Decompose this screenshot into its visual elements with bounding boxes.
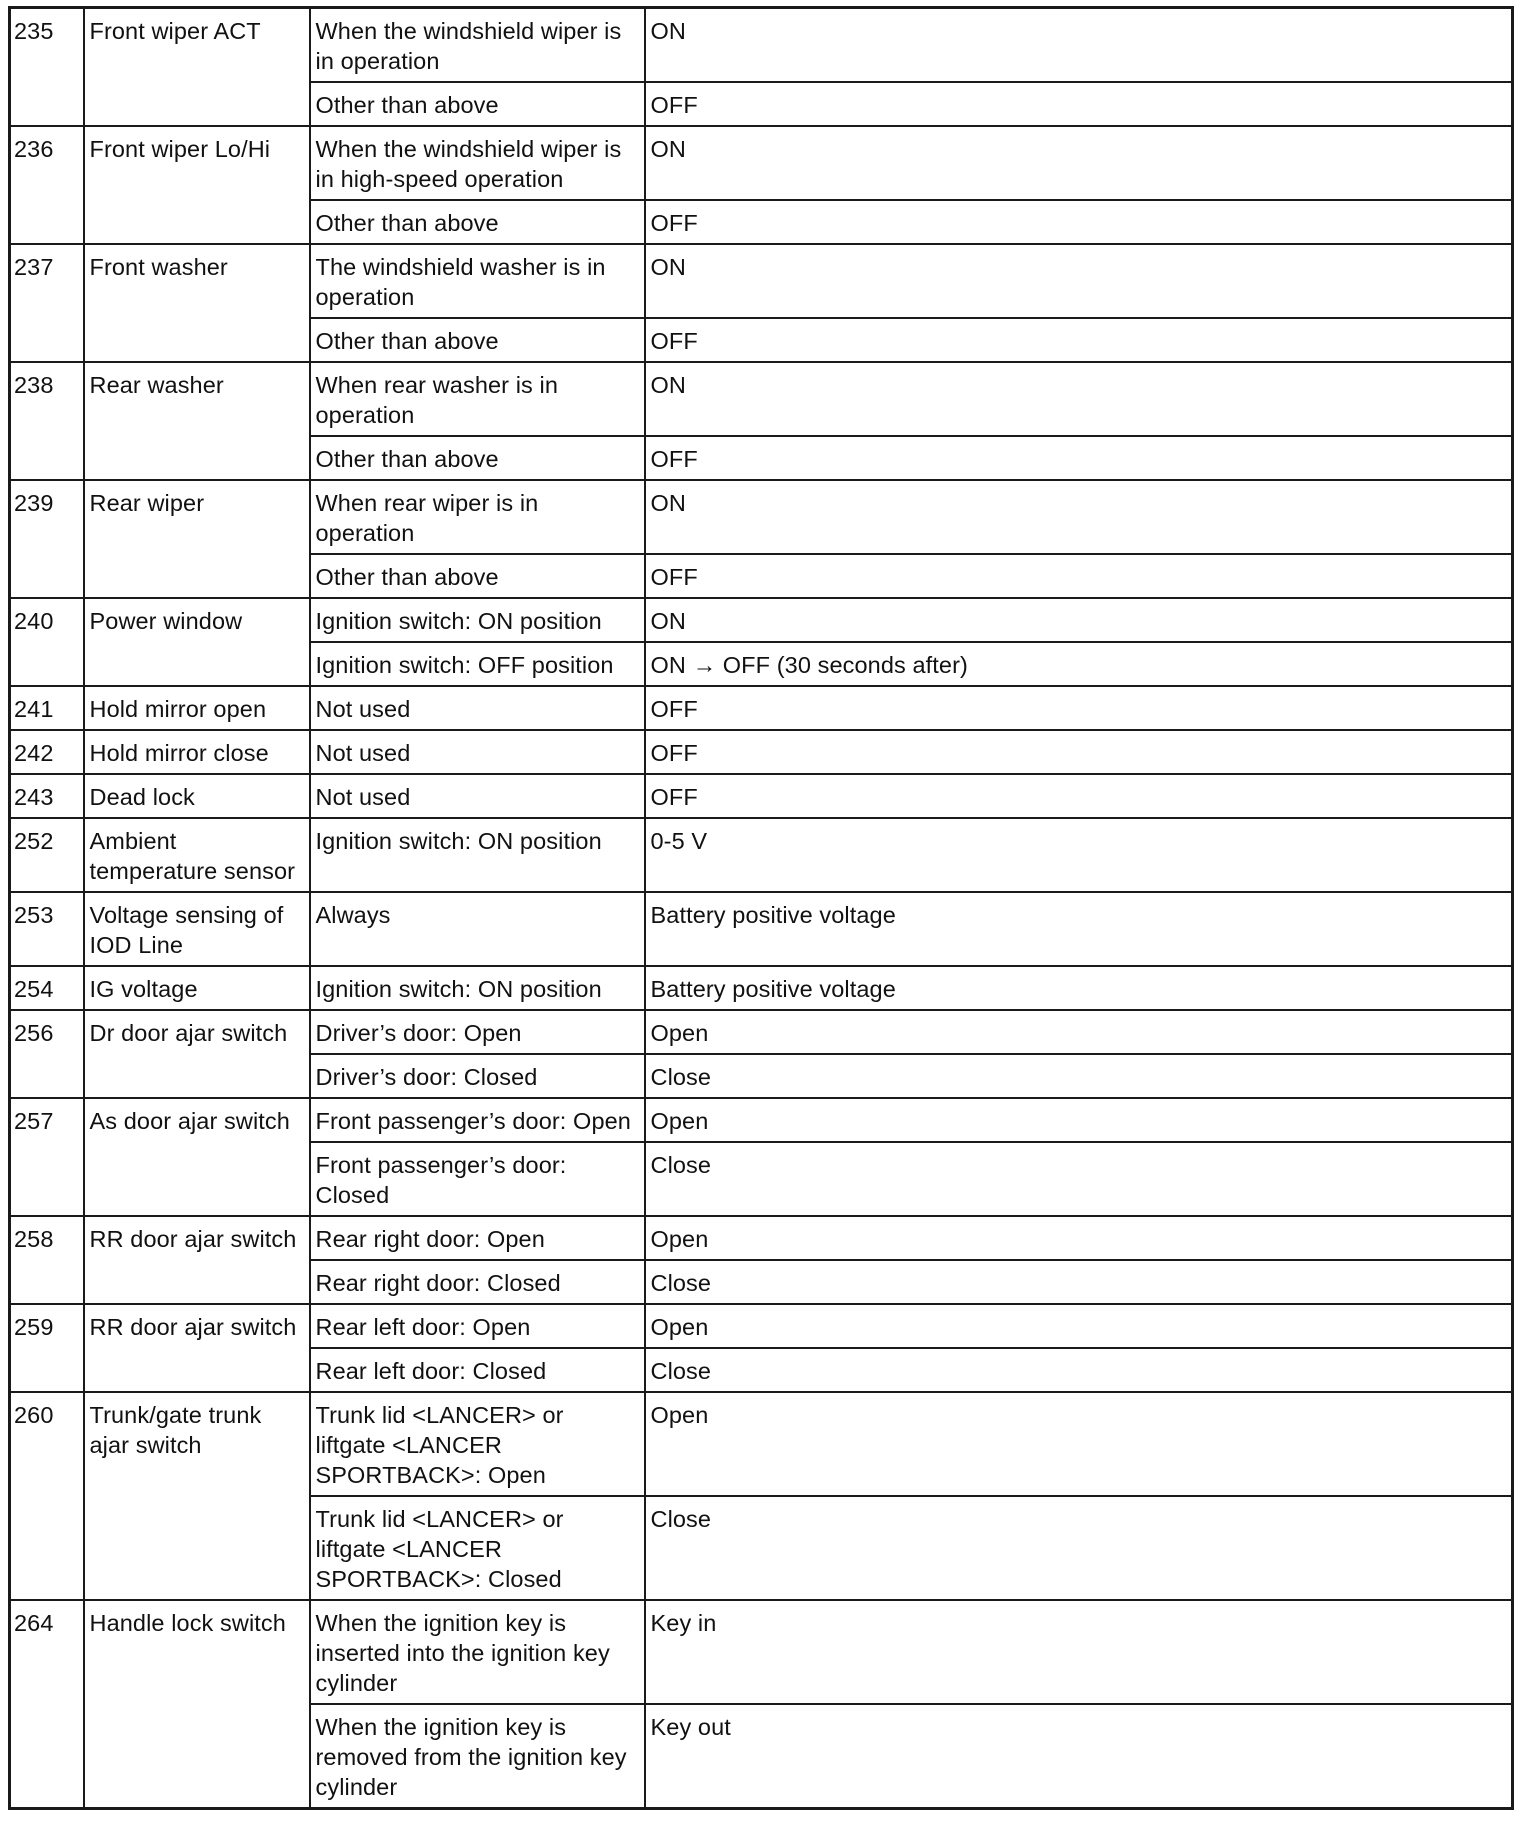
normal-condition-cell: Close: [645, 1496, 1513, 1600]
check-condition-cell: When the ignition key is inserted into the ignition key cylinder: [310, 1600, 645, 1704]
table-row: [10, 774, 1513, 818]
data-list-table: [8, 6, 1514, 1810]
normal-condition-cell: Key out: [645, 1704, 1513, 1809]
normal-condition-cell: Open: [645, 1304, 1513, 1348]
item-name-cell: Trunk/gate trunk ajar switch: [84, 1392, 310, 1600]
check-condition-cell: Driver’s door: Closed: [310, 1054, 645, 1098]
table-row: [10, 598, 1513, 642]
item-number-cell: 239: [10, 480, 84, 598]
item-name-cell: Front wiper ACT: [84, 8, 310, 127]
check-condition-cell: Not used: [310, 730, 645, 774]
check-condition-cell: When the windshield wiper is in operation: [310, 8, 645, 83]
table-row: [10, 818, 1513, 892]
check-condition-cell: When rear wiper is in operation: [310, 480, 645, 554]
item-name-cell: Front washer: [84, 244, 310, 362]
item-number-cell: 258: [10, 1216, 84, 1304]
item-number-cell: 253: [10, 892, 84, 966]
normal-condition-cell: ON: [645, 244, 1513, 318]
item-number-cell: 257: [10, 1098, 84, 1216]
item-number-cell: 260: [10, 1392, 84, 1600]
item-number-cell: 241: [10, 686, 84, 730]
check-condition-cell: When rear washer is in operation: [310, 362, 645, 436]
check-condition-cell: Always: [310, 892, 645, 966]
table-row: [10, 8, 1513, 83]
table-row: [10, 1010, 1513, 1054]
normal-condition-cell: Key in: [645, 1600, 1513, 1704]
normal-condition-cell: Battery positive voltage: [645, 966, 1513, 1010]
item-number-cell: 235: [10, 8, 84, 127]
item-name-cell: Rear washer: [84, 362, 310, 480]
item-name-cell: Handle lock switch: [84, 1600, 310, 1809]
item-number-cell: 238: [10, 362, 84, 480]
item-name-cell: As door ajar switch: [84, 1098, 310, 1216]
normal-condition-cell: OFF: [645, 436, 1513, 480]
item-name-cell: Dead lock: [84, 774, 310, 818]
check-condition-cell: Other than above: [310, 82, 645, 126]
check-condition-cell: Rear left door: Closed: [310, 1348, 645, 1392]
item-name-cell: Voltage sensing of IOD Line: [84, 892, 310, 966]
normal-condition-cell: Open: [645, 1216, 1513, 1260]
normal-condition-cell: OFF: [645, 200, 1513, 244]
item-number-cell: 243: [10, 774, 84, 818]
table-row: [10, 126, 1513, 200]
normal-condition-cell: OFF: [645, 554, 1513, 598]
check-condition-cell: Rear right door: Open: [310, 1216, 645, 1260]
check-condition-cell: Rear right door: Closed: [310, 1260, 645, 1304]
check-condition-cell: Not used: [310, 774, 645, 818]
normal-condition-cell: OFF: [645, 730, 1513, 774]
item-number-cell: 254: [10, 966, 84, 1010]
check-condition-cell: Other than above: [310, 436, 645, 480]
normal-condition-cell: ON: [645, 126, 1513, 200]
normal-condition-cell: OFF: [645, 318, 1513, 362]
check-condition-cell: Other than above: [310, 318, 645, 362]
normal-condition-cell: Open: [645, 1010, 1513, 1054]
normal-condition-cell: ON: [645, 480, 1513, 554]
check-condition-cell: When the windshield wiper is in high-speed operation: [310, 126, 645, 200]
item-number-cell: 256: [10, 1010, 84, 1098]
table-row: [10, 362, 1513, 436]
item-number-cell: 259: [10, 1304, 84, 1392]
item-number-cell: 264: [10, 1600, 84, 1809]
normal-condition-cell: OFF: [645, 82, 1513, 126]
table-body: [10, 8, 1513, 1809]
table-row: [10, 244, 1513, 318]
normal-condition-cell: 0-5 V: [645, 818, 1513, 892]
normal-condition-cell: ON → OFF (30 seconds after): [645, 642, 1513, 686]
table-row: [10, 686, 1513, 730]
normal-condition-cell: ON: [645, 598, 1513, 642]
item-name-cell: IG voltage: [84, 966, 310, 1010]
item-number-cell: 237: [10, 244, 84, 362]
table-row: [10, 1392, 1513, 1496]
check-condition-cell: Trunk lid <LANCER> or liftgate <LANCER SPORTBACK>: Closed: [310, 1496, 645, 1600]
table-row: [10, 480, 1513, 554]
normal-condition-cell: Open: [645, 1098, 1513, 1142]
item-name-cell: Rear wiper: [84, 480, 310, 598]
check-condition-cell: Trunk lid <LANCER> or liftgate <LANCER SPORTBACK>: Open: [310, 1392, 645, 1496]
table-row: [10, 730, 1513, 774]
item-number-cell: 240: [10, 598, 84, 686]
table-row: [10, 892, 1513, 966]
check-condition-cell: Ignition switch: ON position: [310, 818, 645, 892]
table-row: [10, 1304, 1513, 1348]
table-row: [10, 1098, 1513, 1142]
table-row: [10, 966, 1513, 1010]
normal-condition-cell: Close: [645, 1054, 1513, 1098]
item-name-cell: Ambient temperature sensor: [84, 818, 310, 892]
normal-condition-cell: Close: [645, 1348, 1513, 1392]
item-name-cell: RR door ajar switch: [84, 1304, 310, 1392]
normal-condition-cell: Battery positive voltage: [645, 892, 1513, 966]
check-condition-cell: Ignition switch: ON position: [310, 966, 645, 1010]
normal-condition-cell: ON: [645, 362, 1513, 436]
check-condition-cell: The windshield washer is in operation: [310, 244, 645, 318]
check-condition-cell: Ignition switch: ON position: [310, 598, 645, 642]
item-name-cell: Dr door ajar switch: [84, 1010, 310, 1098]
item-name-cell: RR door ajar switch: [84, 1216, 310, 1304]
check-condition-cell: Ignition switch: OFF position: [310, 642, 645, 686]
normal-condition-cell: Close: [645, 1142, 1513, 1216]
item-number-cell: 236: [10, 126, 84, 244]
normal-condition-cell: OFF: [645, 686, 1513, 730]
check-condition-cell: Driver’s door: Open: [310, 1010, 645, 1054]
check-condition-cell: Rear left door: Open: [310, 1304, 645, 1348]
item-number-cell: 242: [10, 730, 84, 774]
table-row: [10, 1600, 1513, 1704]
check-condition-cell: When the ignition key is removed from the ignition key cylinder: [310, 1704, 645, 1809]
check-condition-cell: Front passenger’s door: Closed: [310, 1142, 645, 1216]
item-name-cell: Power window: [84, 598, 310, 686]
normal-condition-cell: ON: [645, 8, 1513, 83]
table-row: [10, 1216, 1513, 1260]
normal-condition-cell: OFF: [645, 774, 1513, 818]
item-name-cell: Hold mirror open: [84, 686, 310, 730]
check-condition-cell: Other than above: [310, 554, 645, 598]
item-number-cell: 252: [10, 818, 84, 892]
check-condition-cell: Other than above: [310, 200, 645, 244]
item-name-cell: Hold mirror close: [84, 730, 310, 774]
check-condition-cell: Front passenger’s door: Open: [310, 1098, 645, 1142]
normal-condition-cell: Close: [645, 1260, 1513, 1304]
item-name-cell: Front wiper Lo/Hi: [84, 126, 310, 244]
normal-condition-cell: Open: [645, 1392, 1513, 1496]
check-condition-cell: Not used: [310, 686, 645, 730]
